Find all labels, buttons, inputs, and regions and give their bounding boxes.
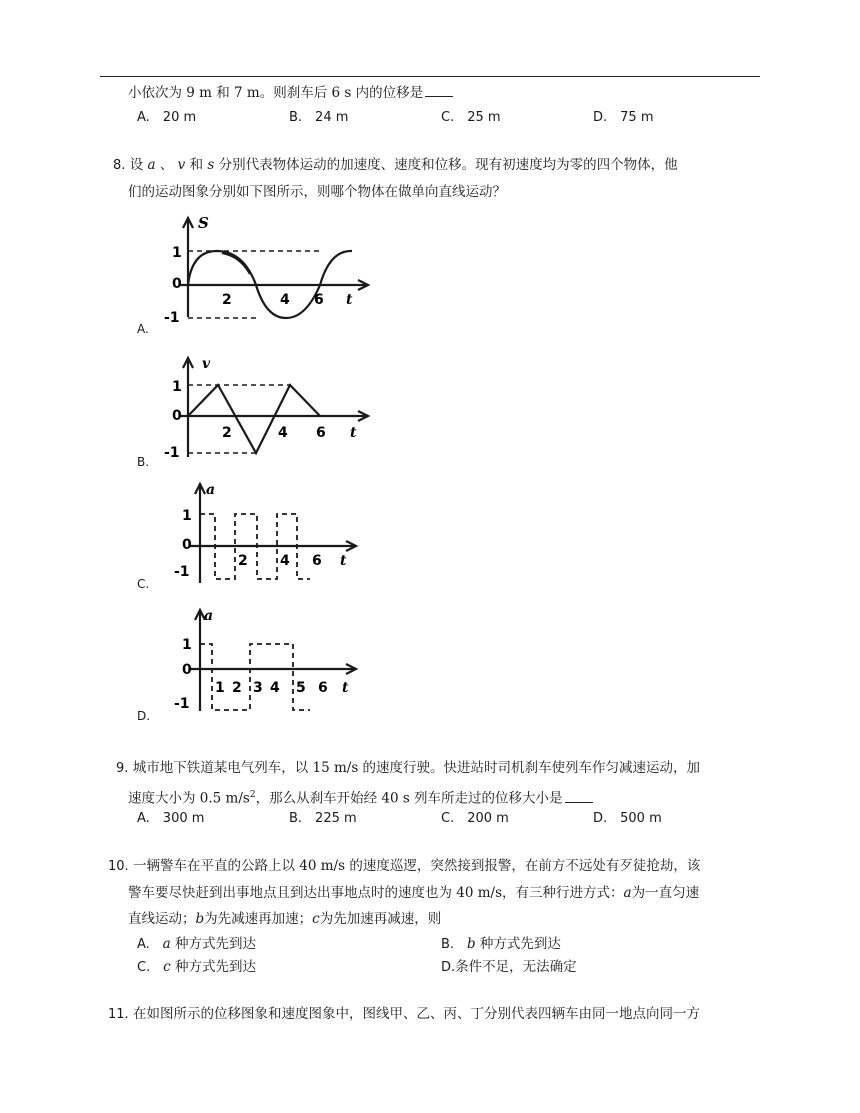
q9-exponent: 2 <box>249 790 256 800</box>
graph-d-tick-y1: 1 <box>182 637 192 653</box>
graph-a-ylabel: S <box>198 214 209 232</box>
var-a: a <box>623 885 632 901</box>
q9-text: 速度大小为 0.5 m/s <box>128 790 250 807</box>
graph-a-tick-y0: 0 <box>172 276 182 292</box>
q9-stem-line2 <box>128 785 593 809</box>
q8-number: 8. <box>113 158 126 173</box>
graph-b-tick-x4: 4 <box>278 425 288 441</box>
q10-number: 10. <box>108 859 129 874</box>
q9-option-c: C. 200 m <box>441 811 509 826</box>
graph-c-tick-x2: 2 <box>238 553 248 569</box>
graph-c-tick-x4: 4 <box>280 553 290 569</box>
graph-d-tick-y0: 0 <box>182 662 192 678</box>
option-letter: B. <box>441 937 455 952</box>
graph-d-tick-x1: 1 <box>215 680 225 696</box>
graph-d-tick-x5: 5 <box>296 680 306 696</box>
graph-b-tick-x2: 2 <box>222 425 232 441</box>
var-b: b <box>466 936 476 952</box>
graph-c <box>160 478 360 588</box>
graph-a-tick-x4: 4 <box>280 292 290 308</box>
graph-b-tick-y1: 1 <box>172 379 182 395</box>
var-a: a <box>147 157 156 173</box>
var-c: c <box>163 959 171 975</box>
graph-d-tick-x2: 2 <box>232 680 242 696</box>
q8-text: 和 <box>189 157 204 173</box>
graph-a-tick-y1: 1 <box>172 245 182 261</box>
graph-b-tick-x6: 6 <box>316 425 326 441</box>
graph-a-xlabel: t <box>346 292 353 308</box>
q10-text: 为一直匀速 <box>631 885 700 901</box>
q10-text: 为先减速再加速； <box>204 911 313 927</box>
q9-option-d: D. 500 m <box>593 811 662 826</box>
graph-d <box>160 604 360 716</box>
header-rule <box>100 76 760 77</box>
graph-b-curve <box>188 385 320 453</box>
option-letter: C. <box>137 960 151 975</box>
q8-text: 分别代表物体运动的加速度、速度和位移。现有初速度均为零的四个物体，他 <box>218 157 678 173</box>
option-text: 种方式先到达 <box>174 959 256 975</box>
graph-b-tick-ym1: -1 <box>164 445 180 461</box>
var-s: s <box>207 157 215 173</box>
graph-d-xlabel: t <box>342 680 349 696</box>
q9-number: 9. <box>116 761 129 776</box>
option-letter: A. <box>137 937 150 952</box>
q9-text: ，那么从刹车开始经 40 s 列车所走过的位移大小是 <box>255 790 563 807</box>
var-c: c <box>312 911 320 927</box>
graph-b-xlabel: t <box>350 425 357 441</box>
graph-c-tick-ym1: -1 <box>174 564 190 580</box>
graph-d-tick-x6: 6 <box>318 680 328 696</box>
q11-stem-line1 <box>108 1004 700 1025</box>
graph-a-letter: A. <box>137 322 149 336</box>
q8-text: 设 <box>129 157 144 173</box>
q10-option-d <box>441 957 577 978</box>
option-letter: D. <box>441 960 456 975</box>
graph-d-tick-ym1: -1 <box>174 696 190 712</box>
var-b: b <box>195 911 205 927</box>
q10-stem-line3 <box>128 909 441 929</box>
option-text: 种方式先到达 <box>479 936 561 952</box>
graph-c-xlabel: t <box>340 553 347 569</box>
q8-stem-line1 <box>113 155 678 176</box>
graph-b-ylabel: v <box>202 356 211 372</box>
graph-d-ylabel: a <box>204 608 214 624</box>
graph-b-letter: B. <box>137 455 150 469</box>
var-a: a <box>162 936 171 952</box>
q9-option-b: B. 225 m <box>289 811 357 826</box>
q10-option-a <box>137 934 256 955</box>
graph-c-tick-y1: 1 <box>182 508 192 524</box>
q10-option-b <box>441 934 561 955</box>
q10-text: 直线运动； <box>128 911 196 927</box>
graph-c-tick-x6: 6 <box>312 553 322 569</box>
graph-b-tick-y0: 0 <box>172 408 182 424</box>
q7-option-d: D. 75 m <box>593 110 654 125</box>
q10-stem-line1 <box>108 856 700 877</box>
q11-number: 11. <box>108 1007 129 1022</box>
graph-a-tick-ym1: -1 <box>164 310 180 324</box>
q9-text: 城市地下铁道某电气列车，以 15 m/s 的速度行驶。快进站时司机刹车使列车作匀减速运动，加 <box>132 760 701 776</box>
graph-a <box>160 212 375 324</box>
graph-d-tick-x3: 3 <box>253 680 263 696</box>
q7-option-a: A. 20 m <box>137 110 197 125</box>
graph-d-tick-x4: 4 <box>270 680 280 696</box>
graph-c-ylabel: a <box>206 482 216 498</box>
graph-a-tick-x2: 2 <box>222 292 232 308</box>
graph-a-tick-x6: 6 <box>314 292 324 308</box>
graph-b <box>160 352 375 462</box>
q7-option-b: B. 24 m <box>289 110 349 125</box>
q10-stem-line2 <box>128 883 699 903</box>
q10-text: 一辆警车在平直的公路上以 40 m/s 的速度巡逻，突然接到报警，在前方不远处有歹徒抢劫，该 <box>132 858 701 874</box>
q7-stem-tail <box>128 83 453 103</box>
q7-stem-text: 小依次为 9 m 和 7 m。则刹车后 6 s 内的位移是 <box>128 85 424 101</box>
graph-c-tick-y0: 0 <box>182 537 192 553</box>
q8-stem-line2: 们的运动图象分别如下图所示，则哪个物体在做单向直线运动？ <box>128 184 506 200</box>
graph-d-letter: D. <box>137 709 151 723</box>
q9-stem-line1 <box>116 758 700 779</box>
q9-option-a: A. 300 m <box>137 811 205 826</box>
q11-text: 在如图所示的位移图象和速度图象中，图线甲、乙、丙、丁分别代表四辆车由同一地点向同一方 <box>132 1006 700 1022</box>
graph-d-wave <box>200 644 310 710</box>
option-text: 种方式先到达 <box>175 936 257 952</box>
option-text: 条件不足，无法确定 <box>455 959 577 975</box>
answer-blank <box>425 84 453 97</box>
q10-text: 警车要尽快赶到出事地点且到达出事地点时的速度也为 40 m/s，有三种行进方式： <box>128 885 624 901</box>
var-v: v <box>177 157 186 173</box>
answer-blank <box>565 790 593 803</box>
q10-option-c <box>137 957 256 978</box>
q10-text: 为先加速再减速，则 <box>319 911 442 927</box>
graph-c-letter: C. <box>137 577 150 591</box>
q8-text: 、 <box>159 157 174 173</box>
q7-option-c: C. 25 m <box>441 110 501 125</box>
